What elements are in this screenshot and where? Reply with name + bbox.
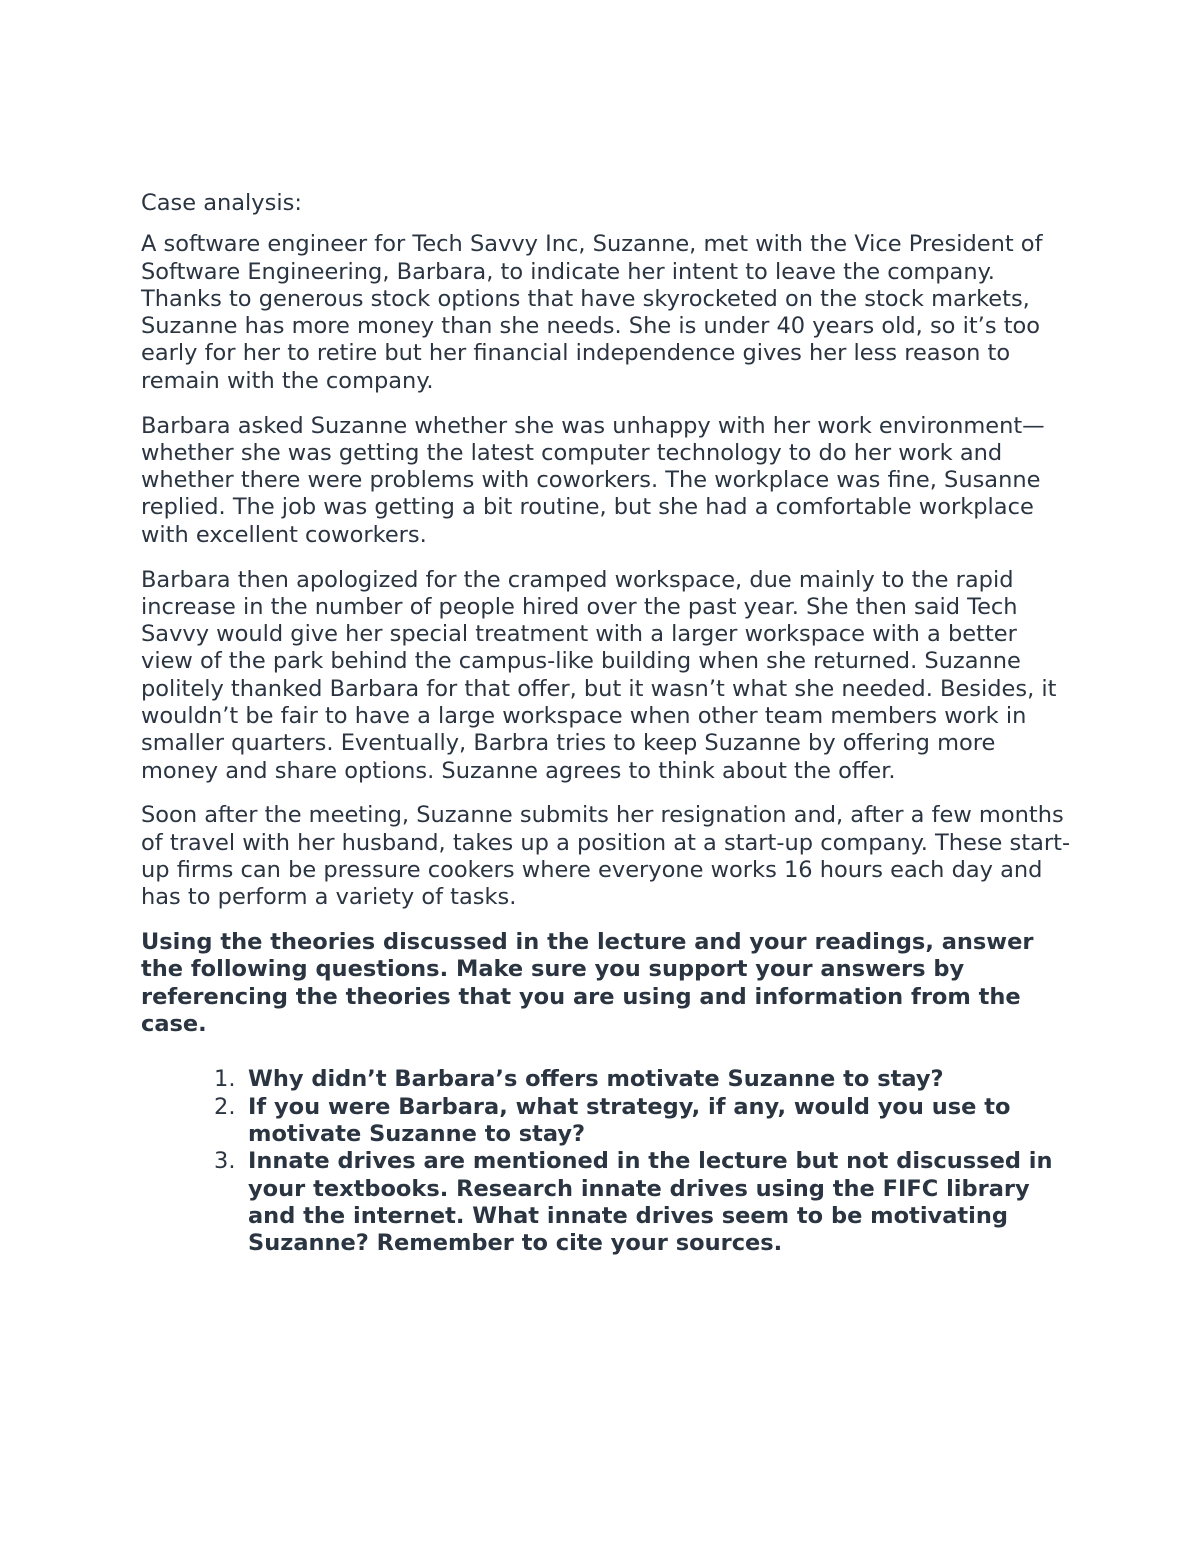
question-text: Why didn’t Barbara’s offers motivate Suzanne to stay?	[248, 1066, 944, 1093]
question-number: 3.	[214, 1148, 236, 1175]
paragraph-resignation: Soon after the meeting, Suzanne submits her resignation and, after a few months of travel with her husband, takes up a position at a start-up company. These start-up firms can be pressure cookers where everyone works 16 hours each day and has to perform a variety of tasks.	[141, 802, 1071, 911]
question-number: 1.	[214, 1066, 236, 1093]
questions-list	[141, 1066, 1071, 1257]
question-text: Innate drives are mentioned in the lecture but not discussed in your textbooks. Research innate drives using the FIFC library and the internet. What innate drives seem to be motivating Suzanne? Remember to cite your sources.	[248, 1148, 1053, 1257]
question-item-3	[141, 1148, 1071, 1257]
paragraph-workspace-offer: Barbara then apologized for the cramped workspace, due mainly to the rapid increase in the number of people hired over the past year. She then said Tech Savvy would give her special treatment with a larger workspace with a better view of the park behind the campus-like building when she returned. Suzanne politely thanked Barbara for that offer, but it wasn’t what she needed. Besides, it wouldn’t be fair to have a large workspace when other team members work in smaller quarters. Eventually, Barbra tries to keep Suzanne by offering more money and share options. Suzanne agrees to think about the offer.	[141, 566, 1057, 784]
question-item-1	[141, 1066, 1071, 1093]
instructions-text: Using the theories discussed in the lecture and your readings, answer the following questions. Make sure you support your answers by referencing the theories that you are using and information from the case.	[141, 929, 1034, 1038]
question-item-2	[141, 1094, 1071, 1149]
document-body	[141, 190, 1071, 1257]
paragraph-intro: A software engineer for Tech Savvy Inc, Suzanne, met with the Vice President of Software Engineering, Barbara, to indicate her intent to leave the company. Thanks to generous stock options that have skyrocketed on the stock markets, Suzanne has more money than she needs. She is under 40 years old, so it’s too early for her to retire but her financial independence gives her less reason to remain with the company.	[141, 231, 1043, 394]
question-text: If you were Barbara, what strategy, if any, would you use to motivate Suzanne to stay?	[248, 1093, 1011, 1147]
paragraph-work-environment: Barbara asked Suzanne whether she was unhappy with her work environment—whether she was getting the latest computer technology to do her work and whether there were problems with coworkers. The workplace was fine, Susanne replied. The job was getting a bit routine, but she had a comfortable workplace with excellent coworkers.	[141, 412, 1045, 548]
case-analysis-heading: Case analysis:	[141, 190, 302, 216]
question-number: 2.	[214, 1093, 236, 1120]
